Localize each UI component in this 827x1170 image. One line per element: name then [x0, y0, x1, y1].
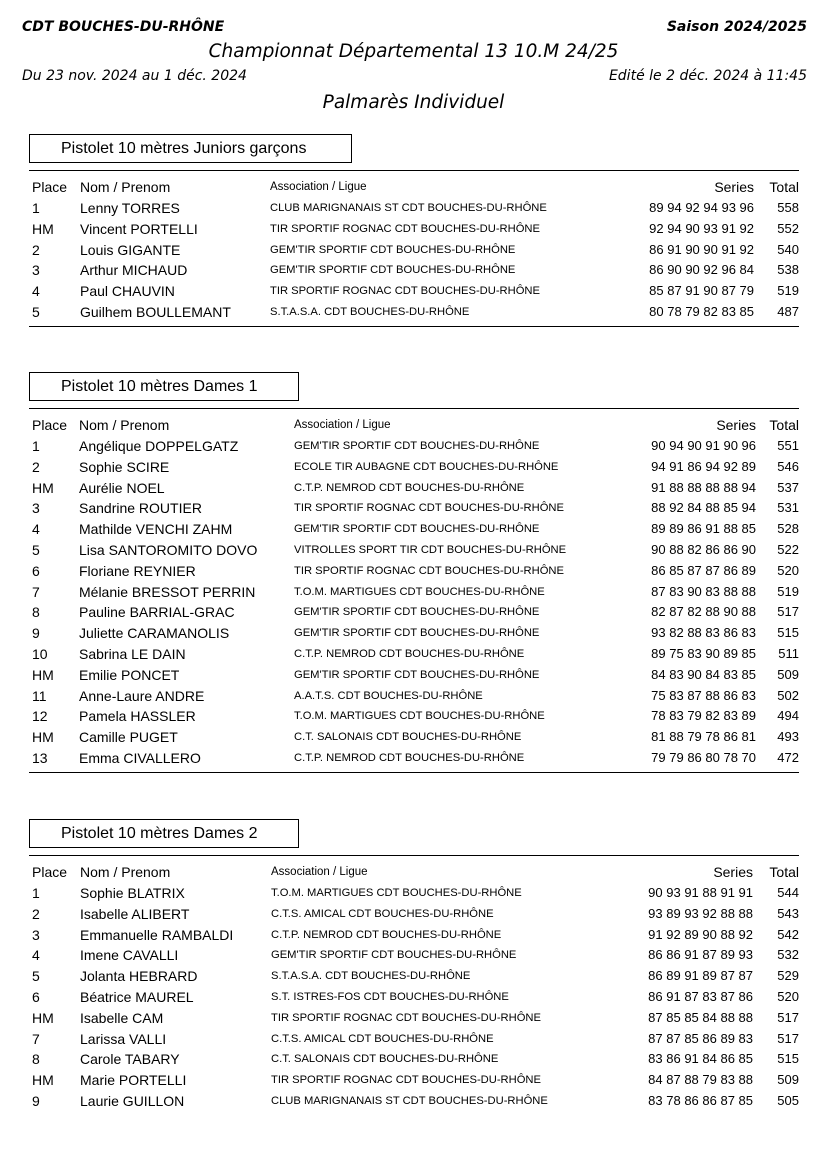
cell-place: HM — [32, 479, 54, 496]
cell-series: 83 86 91 84 86 85 — [648, 1051, 753, 1067]
cell-association: GEM'TIR SPORTIF CDT BOUCHES-DU-RHÔNE — [270, 243, 516, 256]
cell-association: GEM'TIR SPORTIF CDT BOUCHES-DU-RHÔNE — [270, 264, 516, 277]
cell-total: 472 — [777, 750, 799, 765]
cell-series: 80 78 79 82 83 85 — [649, 304, 754, 319]
cell-name: Anne-Laure ANDRE — [79, 687, 205, 704]
cell-total: 529 — [777, 968, 799, 984]
cell-name: Emma CIVALLERO — [79, 750, 201, 766]
cell-total: 509 — [777, 1072, 799, 1088]
cell-total: 522 — [777, 542, 799, 557]
cell-association: CLUB MARIGNANAIS ST CDT BOUCHES-DU-RHÔNE — [271, 1095, 548, 1107]
cell-series: 84 83 90 84 83 85 — [651, 666, 756, 682]
cell-place: 3 — [32, 926, 40, 943]
cell-association: GEM'TIR SPORTIF CDT BOUCHES-DU-RHÔNE — [271, 949, 517, 962]
cell-association: C.T.S. AMICAL CDT BOUCHES-DU-RHÔNE — [271, 1032, 494, 1045]
championship-title: Championnat Départemental 13 10.M 24/25 — [208, 41, 619, 62]
cell-place: 9 — [32, 1093, 40, 1109]
cell-total: 558 — [777, 200, 799, 215]
cell-place: 12 — [32, 708, 48, 725]
cell-place: HM — [32, 1072, 54, 1089]
cell-total: 543 — [777, 905, 799, 921]
table-header-row — [29, 177, 799, 198]
table-row — [29, 1091, 799, 1112]
cell-total: 515 — [777, 1051, 799, 1067]
cell-total: 546 — [777, 458, 799, 474]
cell-series: 90 93 91 88 91 91 — [648, 885, 753, 900]
cell-association: S.T.A.S.A. CDT BOUCHES-DU-RHÔNE — [271, 970, 471, 983]
cell-name: Sabrina LE DAIN — [79, 646, 186, 662]
table-row — [29, 582, 799, 603]
cell-total: 515 — [777, 625, 799, 641]
cell-place: 5 — [32, 968, 40, 985]
cell-name: Emilie PONCET — [79, 666, 180, 683]
table-row — [29, 198, 799, 219]
cell-name: Aurélie NOEL — [79, 479, 165, 496]
cell-place: HM — [32, 729, 54, 746]
cell-name: Mathilde VENCHI ZAHM — [79, 521, 233, 538]
cell-place: HM — [32, 220, 54, 237]
section-top-rule — [29, 170, 799, 171]
cell-association: GEM'TIR SPORTIF CDT BOUCHES-DU-RHÔNE — [294, 668, 540, 681]
cell-place: 9 — [32, 625, 40, 642]
column-header-total: Total — [769, 417, 799, 433]
column-header-place: Place — [32, 417, 68, 433]
cell-place: 4 — [32, 283, 40, 300]
cell-place: 7 — [32, 1030, 40, 1047]
cell-series: 78 83 79 82 83 89 — [651, 708, 756, 724]
cell-total: 537 — [777, 479, 799, 495]
cell-total: 540 — [777, 241, 799, 257]
cell-place: 8 — [32, 604, 40, 621]
cell-association: C.T.P. NEMROD CDT BOUCHES-DU-RHÔNE — [271, 928, 502, 941]
cell-total: 493 — [777, 729, 799, 745]
cell-series: 87 83 90 83 88 88 — [651, 583, 756, 599]
section-top-rule — [29, 855, 799, 856]
cell-association: C.T. SALONAIS CDT BOUCHES-DU-RHÔNE — [271, 1053, 499, 1066]
cell-association: TIR SPORTIF ROGNAC CDT BOUCHES-DU-RHÔNE — [294, 564, 564, 577]
cell-association: TIR SPORTIF ROGNAC CDT BOUCHES-DU-RHÔNE — [271, 1074, 541, 1087]
cell-place: 3 — [32, 262, 40, 279]
cell-total: 517 — [777, 1009, 799, 1025]
cell-total: 487 — [777, 304, 799, 319]
table-row — [29, 1029, 799, 1050]
table-row — [29, 240, 799, 261]
cell-place: 5 — [32, 304, 40, 320]
cell-association: A.A.T.S. CDT BOUCHES-DU-RHÔNE — [294, 689, 483, 702]
column-header-association: Association / Ligue — [271, 866, 368, 878]
table-row — [29, 987, 799, 1008]
cell-series: 83 78 86 86 87 85 — [648, 1093, 753, 1108]
table-row — [29, 644, 799, 665]
cell-place: 1 — [32, 200, 40, 216]
table-row — [29, 727, 799, 748]
cell-series: 92 94 90 93 91 92 — [649, 220, 754, 236]
cell-name: Larissa VALLI — [80, 1030, 167, 1047]
column-header-total: Total — [769, 864, 799, 880]
cell-series: 85 87 91 90 87 79 — [649, 283, 754, 299]
cell-association: C.T.P. NEMROD CDT BOUCHES-DU-RHÔNE — [294, 648, 525, 660]
cell-place: 8 — [32, 1051, 40, 1068]
cell-total: 551 — [777, 438, 799, 453]
table-row — [29, 302, 799, 323]
column-header-association: Association / Ligue — [270, 181, 367, 193]
section-title: Pistolet 10 mètres Dames 2 — [29, 819, 299, 848]
palmares-title: Palmarès Individuel — [322, 92, 505, 113]
table-row — [29, 457, 799, 478]
cell-name: Emmanuelle RAMBALDI — [80, 926, 234, 943]
cell-series: 90 94 90 91 90 96 — [651, 438, 756, 453]
cell-series: 89 94 92 94 93 96 — [649, 200, 754, 215]
section-bottom-rule — [29, 326, 799, 327]
cell-name: Paul CHAUVIN — [80, 283, 175, 300]
cell-total: 519 — [777, 283, 799, 299]
cell-association: C.T.S. AMICAL CDT BOUCHES-DU-RHÔNE — [271, 907, 494, 920]
table-header-row — [29, 862, 799, 883]
cell-place: 3 — [32, 500, 40, 517]
table-row — [29, 686, 799, 707]
table-row — [29, 1070, 799, 1091]
cell-series: 84 87 88 79 83 88 — [648, 1072, 753, 1088]
table-row — [29, 623, 799, 644]
cell-total: 511 — [778, 646, 799, 661]
cell-association: GEM'TIR SPORTIF CDT BOUCHES-DU-RHÔNE — [294, 523, 540, 536]
cell-place: 11 — [32, 687, 47, 704]
cell-total: 552 — [777, 220, 799, 236]
column-header-total: Total — [769, 179, 799, 195]
cell-total: 542 — [777, 926, 799, 942]
cell-association: TIR SPORTIF ROGNAC CDT BOUCHES-DU-RHÔNE — [271, 1011, 541, 1024]
cell-series: 86 85 87 87 86 89 — [651, 562, 756, 578]
column-header-association: Association / Ligue — [294, 419, 391, 431]
season-label: Saison 2024/2025 — [666, 19, 807, 35]
cell-name: Angélique DOPPELGATZ — [79, 438, 239, 454]
cell-place: 5 — [32, 542, 40, 558]
cell-series: 89 89 86 91 88 85 — [651, 521, 756, 537]
cell-series: 86 91 90 90 91 92 — [649, 241, 754, 257]
cell-association: S.T. ISTRES-FOS CDT BOUCHES-DU-RHÔNE — [271, 991, 509, 1003]
cell-name: Mélanie BRESSOT PERRIN — [79, 583, 256, 600]
cell-place: 6 — [32, 562, 40, 579]
column-header-name: Nom / Prenom — [80, 864, 171, 880]
cell-association: C.T.P. NEMROD CDT BOUCHES-DU-RHÔNE — [294, 752, 525, 764]
table-row — [29, 966, 799, 987]
cell-association: GEM'TIR SPORTIF CDT BOUCHES-DU-RHÔNE — [294, 440, 540, 452]
cell-total: 528 — [777, 521, 799, 537]
cell-place: 2 — [32, 241, 40, 258]
date-range: Du 23 nov. 2024 au 1 déc. 2024 — [22, 68, 247, 84]
cell-series: 86 86 91 87 89 93 — [648, 947, 753, 963]
cell-name: Pamela HASSLER — [79, 708, 196, 725]
cell-name: Juliette CARAMANOLIS — [79, 625, 230, 642]
cell-name: Pauline BARRIAL-GRAC — [79, 604, 235, 621]
table-row — [29, 925, 799, 946]
section-title: Pistolet 10 mètres Dames 1 — [29, 372, 299, 401]
table-row — [29, 260, 799, 281]
section-title: Pistolet 10 mètres Juniors garçons — [29, 134, 352, 163]
cell-name: Louis GIGANTE — [80, 241, 181, 258]
cell-name: Laurie GUILLON — [80, 1093, 185, 1109]
cell-place: 4 — [32, 521, 40, 538]
cell-place: 1 — [32, 438, 40, 454]
cell-total: 538 — [777, 262, 799, 278]
cell-name: Sandrine ROUTIER — [79, 500, 202, 517]
table-row — [29, 1008, 799, 1029]
cell-series: 91 92 89 90 88 92 — [648, 926, 753, 942]
table-row — [29, 219, 799, 240]
cell-place: 4 — [32, 947, 40, 964]
cell-place: HM — [32, 1009, 54, 1026]
table-row — [29, 904, 799, 925]
edited-timestamp: Edité le 2 déc. 2024 à 11:45 — [608, 68, 807, 84]
cell-name: Lenny TORRES — [80, 200, 180, 216]
cell-series: 90 88 82 86 86 90 — [651, 542, 756, 557]
cell-total: 544 — [777, 885, 799, 900]
cell-place: 13 — [32, 750, 48, 766]
cell-total: 502 — [777, 687, 799, 703]
cell-name: Marie PORTELLI — [80, 1072, 187, 1089]
column-header-place: Place — [32, 864, 68, 880]
cell-name: Floriane REYNIER — [79, 562, 196, 579]
cell-series: 82 87 82 88 90 88 — [651, 604, 756, 620]
cell-total: 531 — [777, 500, 799, 516]
cell-name: Sophie SCIRE — [79, 458, 170, 475]
table-row — [29, 436, 799, 457]
cell-association: GEM'TIR SPORTIF CDT BOUCHES-DU-RHÔNE — [294, 606, 540, 619]
cell-association: T.O.M. MARTIGUES CDT BOUCHES-DU-RHÔNE — [294, 585, 545, 598]
cell-series: 87 85 85 84 88 88 — [648, 1009, 753, 1025]
table-row — [29, 883, 799, 904]
table-row — [29, 945, 799, 966]
table-row — [29, 602, 799, 623]
cell-name: Lisa SANTOROMITO DOVO — [79, 542, 258, 558]
cell-total: 517 — [777, 604, 799, 620]
table-row — [29, 281, 799, 302]
cell-series: 79 79 86 80 78 70 — [651, 750, 756, 765]
cell-total: 520 — [777, 989, 799, 1004]
cell-series: 81 88 79 78 86 81 — [651, 729, 756, 745]
cell-association: CLUB MARIGNANAIS ST CDT BOUCHES-DU-RHÔNE — [270, 202, 547, 214]
cell-name: Camille PUGET — [79, 729, 178, 746]
table-row — [29, 478, 799, 499]
table-header-row — [29, 415, 799, 436]
cell-association: TIR SPORTIF ROGNAC CDT BOUCHES-DU-RHÔNE — [294, 502, 564, 515]
cell-place: 1 — [32, 885, 40, 901]
cell-association: TIR SPORTIF ROGNAC CDT BOUCHES-DU-RHÔNE — [270, 285, 540, 298]
cell-association: S.T.A.S.A. CDT BOUCHES-DU-RHÔNE — [270, 306, 470, 318]
column-header-name: Nom / Prenom — [79, 417, 170, 433]
cell-association: T.O.M. MARTIGUES CDT BOUCHES-DU-RHÔNE — [294, 710, 545, 723]
organization-name: CDT BOUCHES-DU-RHÔNE — [22, 19, 225, 35]
cell-series: 86 91 87 83 87 86 — [648, 989, 753, 1004]
table-row — [29, 498, 799, 519]
cell-series: 86 90 90 92 96 84 — [649, 262, 754, 278]
cell-series: 86 89 91 89 87 87 — [648, 968, 753, 984]
cell-name: Jolanta HEBRARD — [80, 968, 198, 985]
cell-place: 10 — [32, 646, 48, 662]
column-header-series: Series — [713, 864, 753, 880]
cell-association: ECOLE TIR AUBAGNE CDT BOUCHES-DU-RHÔNE — [294, 460, 559, 473]
table-row — [29, 519, 799, 540]
column-header-name: Nom / Prenom — [80, 179, 171, 195]
cell-place: 6 — [32, 989, 40, 1005]
cell-association: GEM'TIR SPORTIF CDT BOUCHES-DU-RHÔNE — [294, 627, 540, 640]
cell-series: 89 75 83 90 89 85 — [651, 646, 756, 661]
cell-association: T.O.M. MARTIGUES CDT BOUCHES-DU-RHÔNE — [271, 887, 522, 899]
cell-name: Guilhem BOULLEMANT — [80, 304, 231, 320]
cell-name: Arthur MICHAUD — [80, 262, 188, 279]
cell-association: C.T. SALONAIS CDT BOUCHES-DU-RHÔNE — [294, 731, 522, 744]
cell-association: TIR SPORTIF ROGNAC CDT BOUCHES-DU-RHÔNE — [270, 222, 540, 235]
cell-association: C.T.P. NEMROD CDT BOUCHES-DU-RHÔNE — [294, 481, 525, 494]
cell-series: 94 91 86 94 92 89 — [651, 458, 756, 474]
table-row — [29, 665, 799, 686]
column-header-place: Place — [32, 179, 68, 195]
cell-series: 88 92 84 88 85 94 — [651, 500, 756, 516]
cell-place: HM — [32, 666, 54, 683]
cell-name: Imene CAVALLI — [80, 947, 179, 964]
cell-total: 520 — [777, 562, 799, 578]
cell-series: 93 82 88 83 86 83 — [651, 625, 756, 641]
cell-series: 91 88 88 88 88 94 — [651, 479, 756, 495]
cell-total: 517 — [777, 1030, 799, 1046]
cell-name: Isabelle ALIBERT — [80, 905, 190, 922]
cell-series: 75 83 87 88 86 83 — [651, 687, 756, 703]
cell-association: VITROLLES SPORT TIR CDT BOUCHES-DU-RHÔNE — [294, 544, 567, 556]
table-row — [29, 706, 799, 727]
section-bottom-rule — [29, 772, 799, 773]
column-header-series: Series — [716, 417, 756, 433]
cell-name: Isabelle CAM — [80, 1009, 164, 1026]
cell-place: 2 — [32, 905, 40, 922]
cell-total: 505 — [777, 1093, 799, 1108]
cell-name: Béatrice MAUREL — [80, 989, 194, 1005]
cell-total: 509 — [777, 666, 799, 682]
table-row — [29, 561, 799, 582]
cell-total: 519 — [777, 583, 799, 599]
column-header-series: Series — [714, 179, 754, 195]
cell-name: Carole TABARY — [80, 1051, 180, 1068]
cell-total: 494 — [777, 708, 799, 724]
table-row — [29, 748, 799, 769]
cell-series: 93 89 93 92 88 88 — [648, 905, 753, 921]
cell-place: 7 — [32, 583, 40, 600]
cell-series: 87 87 85 86 89 83 — [648, 1030, 753, 1046]
cell-name: Vincent PORTELLI — [80, 220, 198, 237]
table-row — [29, 540, 799, 561]
cell-name: Sophie BLATRIX — [80, 885, 185, 901]
table-row — [29, 1049, 799, 1070]
cell-place: 2 — [32, 458, 40, 475]
section-top-rule — [29, 408, 799, 409]
cell-total: 532 — [777, 947, 799, 963]
